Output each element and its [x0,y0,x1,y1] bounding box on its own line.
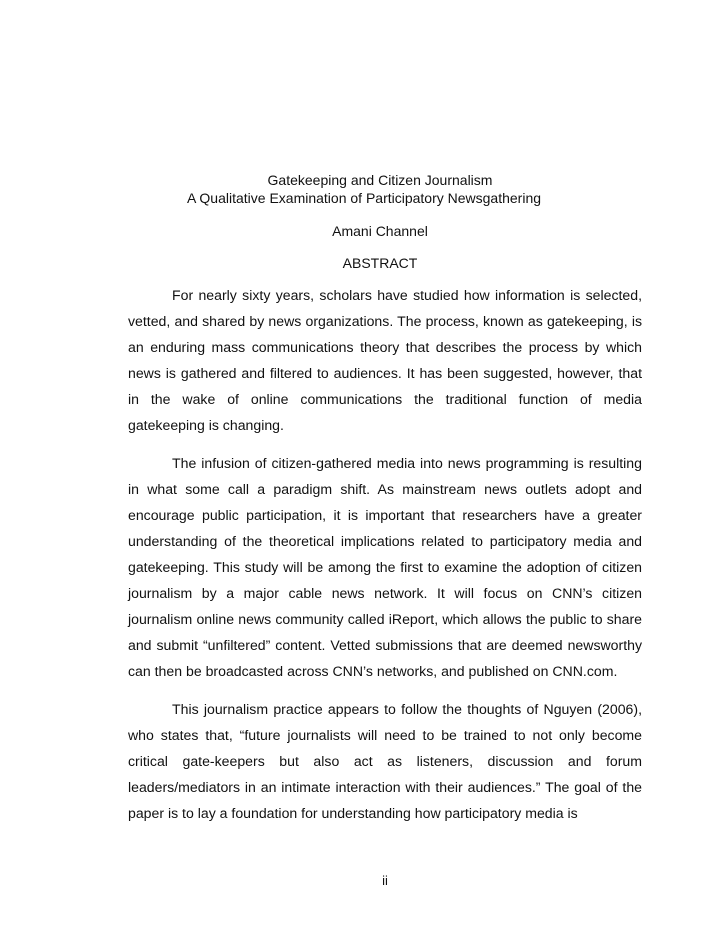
paragraph: The infusion of citizen-gathered media into news programming is resulting in what some call a paradigm shift. As mainstream news outlets adopt and encourage public participation, it is important that researchers have a greater understanding of the theoretical implications related to participatory media and gatekeeping. This study will be among the first to examine the adoption of citizen journalism by a major cable news network. It will focus on CNN’s citizen journalism online news community called iReport, which allows the public to share and submit “unfiltered” content. Vetted submissions that are deemed newsworthy can then be broadcasted across CNN’s networks, and published on CNN.com. [128,455,642,679]
document-title: Gatekeeping and Citizen Journalism [267,172,493,188]
paragraph: For nearly sixty years, scholars have studied how information is selected, vetted, and shared by news organizations. The process, known as gatekeeping, is an enduring mass communications theory that describes the process by which news is gathered and filtered to audiences. It has been suggested, however, that in the wake of online communications the traditional function of media gatekeeping is changing. [128,287,642,433]
document-subtitle: A Qualitative Examination of Participatory Newsgathering [186,190,542,206]
author-name: Amani Channel [332,223,428,239]
page-number: ii [382,873,388,888]
abstract-heading: ABSTRACT [342,255,418,271]
paragraph: This journalism practice appears to follow the thoughts of Nguyen (2006), who states that, “future journalists will need to be trained to not only become critical gate-keepers but also act as listeners, discussion and forum leaders/mediators in an intimate interaction with their audiences.” The goal of the paper is to lay a foundation for understanding how participatory media is [128,701,642,821]
abstract-body [128,282,642,838]
